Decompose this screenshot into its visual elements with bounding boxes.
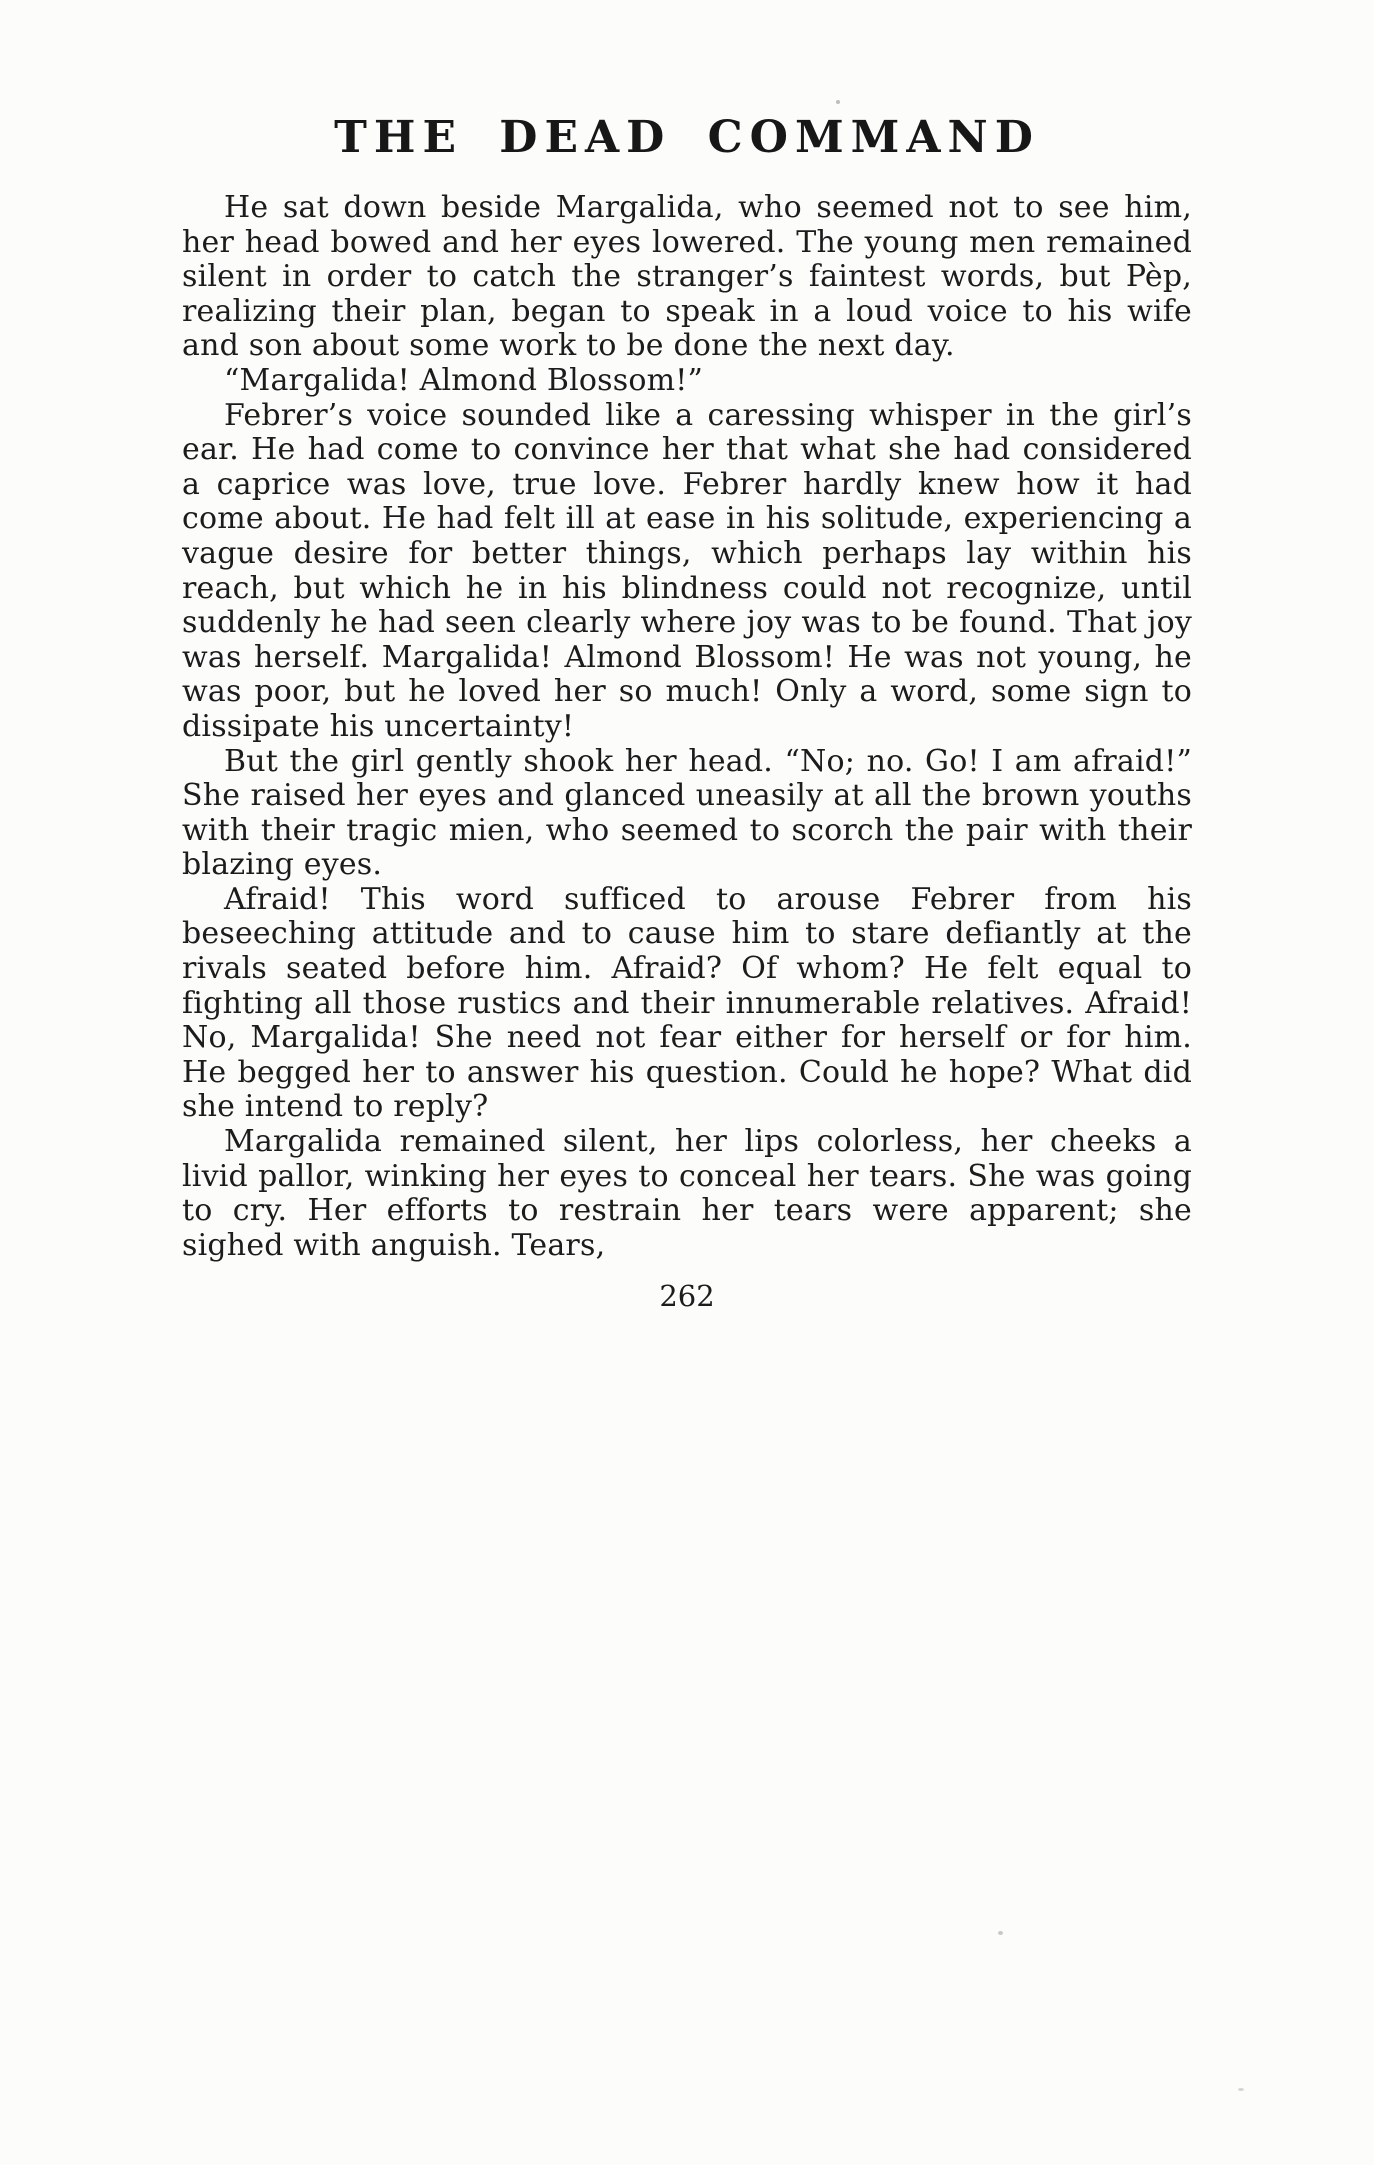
paragraph: “Margalida! Almond Blossom!” — [224, 362, 704, 398]
scan-speck — [998, 1931, 1003, 1935]
paragraph: Afraid! This word sufficed to arouse Febrer from his beseeching attitude and to cause him to stare defiantly at the rivals seated before him. Afraid? Of whom? He felt equal to fighting all those rustics and their innumerable relatives. Afraid! No, Margalida! She need not fear either for herself or for him. He begged her to answer his question. Could he hope? What did she intend to reply? — [182, 881, 1192, 1125]
paragraph: Febrer’s voice sounded like a caressing whisper in the girl’s ear. He had come to convince her that what she had considered a caprice was love, true love. Febrer hardly knew how it had come about. He had felt ill at ease in his solitude, experiencing a vague desire for better things, which perhaps lay within his reach, but which he in his blindness could not recognize, until suddenly he had seen clearly where joy was to be found. That joy was herself. Margalida! Almond Blossom! He was not young, he was poor, but he loved her so much! Only a word, some sign to dissipate his uncertainty! — [182, 397, 1192, 744]
scan-speck — [836, 100, 840, 104]
paragraph: He sat down beside Margalida, who seemed not to see him, her head bowed and her eyes lowered. The young men remained silent in order to catch the stranger’s faintest words, but Pèp, realizing their plan, began to speak in a loud voice to his wife and son about some work to be done the next day. — [182, 190, 1192, 364]
scan-speck — [1238, 2088, 1244, 2091]
paragraph: Margalida remained silent, her lips colorless, her cheeks a livid pallor, winking her eyes to conceal her tears. She was going to cry. Her efforts to restrain her tears were apparent; she sighed with anguish. Tears, — [182, 1124, 1192, 1263]
paragraph: But the girl gently shook her head. “No; no. Go! I am afraid!” She raised her eyes and glanced uneasily at all the brown youths with their tragic mien, who seemed to scorch the pair with their blazing eyes. — [182, 743, 1192, 883]
body-text — [182, 191, 1192, 1263]
page-number: 262 — [659, 1279, 715, 1314]
page-title: THE DEAD COMMAND — [334, 112, 1040, 163]
